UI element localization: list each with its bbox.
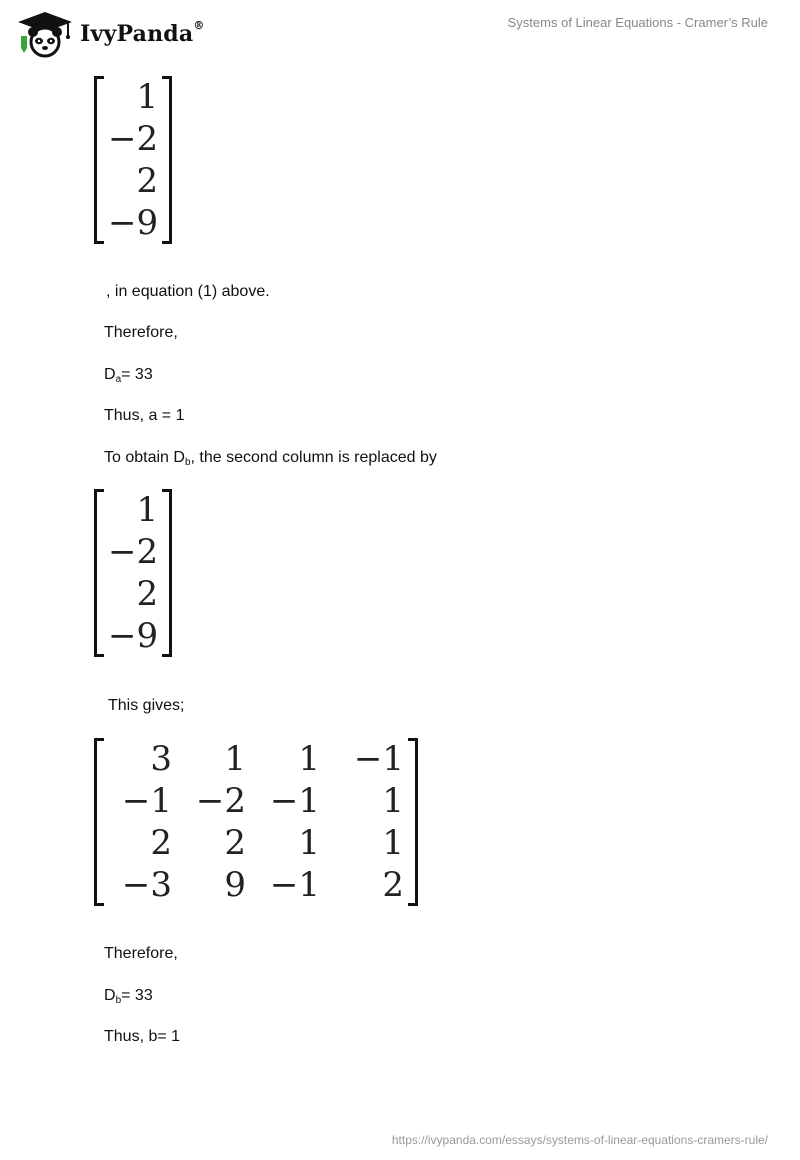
matrix-cell: 2 — [382, 865, 404, 905]
panda-graduate-icon — [16, 10, 74, 58]
matrix-row — [104, 160, 162, 202]
text-this-gives: This gives; — [108, 697, 185, 714]
obtain-subscript: b — [184, 457, 191, 468]
text-therefore-1: Therefore, — [104, 324, 178, 341]
square-matrix — [94, 738, 418, 906]
obtain-suffix: , the second column is replaced by — [190, 449, 437, 466]
matrix-cell: 1 — [298, 823, 320, 863]
left-bracket — [94, 76, 104, 244]
text-in-equation: , in equation (1) above. — [106, 283, 270, 300]
matrix-table — [104, 76, 162, 244]
left-bracket — [94, 738, 104, 906]
right-bracket — [408, 738, 418, 906]
right-bracket — [162, 76, 172, 244]
matrix-row — [104, 573, 162, 615]
matrix-cell: 1 — [136, 490, 159, 530]
text-thus-b: Thus, b= 1 — [104, 1028, 181, 1045]
brand-logo[interactable] — [16, 10, 205, 58]
matrix-row — [104, 615, 162, 657]
db-subscript: b — [115, 995, 122, 1006]
matrix-cell: 9 — [224, 865, 246, 905]
matrix-row — [104, 780, 408, 822]
matrix-cell: 3 — [150, 739, 172, 779]
matrix-cell: −2 — [195, 781, 246, 821]
matrix-row — [104, 531, 162, 573]
matrix-cell: 1 — [382, 781, 404, 821]
matrix-row — [104, 202, 162, 244]
matrix-cell: −1 — [353, 739, 404, 779]
matrix-cell: −2 — [108, 119, 159, 159]
matrix-row — [104, 489, 162, 531]
text-therefore-2: Therefore, — [104, 945, 178, 962]
document-title: Systems of Linear Equations - Cramer’s Rule — [507, 15, 768, 30]
matrix-cell: 2 — [136, 161, 159, 201]
matrix-cell: 1 — [136, 77, 159, 117]
matrix-cell: −1 — [269, 865, 320, 905]
text-obtain-db — [104, 448, 437, 473]
text-thus-a: Thus, a = 1 — [104, 407, 185, 424]
da-subscript: a — [115, 374, 122, 385]
matrix-row — [104, 118, 162, 160]
matrix-table — [104, 738, 408, 906]
matrix-cell: −3 — [121, 865, 172, 905]
matrix-row — [104, 738, 408, 780]
column-vector-matrix-2 — [94, 489, 172, 657]
matrix-cell: 1 — [382, 823, 404, 863]
text-db-value — [104, 986, 153, 1011]
matrix-cell: 2 — [136, 574, 159, 614]
text-da-value — [104, 365, 153, 390]
matrix-cell: −1 — [121, 781, 172, 821]
matrix-table — [104, 489, 162, 657]
obtain-prefix: To obtain D — [104, 449, 185, 466]
db-prefix: D — [104, 987, 116, 1004]
matrix-cell: 1 — [224, 739, 246, 779]
da-suffix: = 33 — [121, 366, 153, 383]
brand-name: IvyPanda® — [80, 19, 205, 47]
matrix-cell: 1 — [298, 739, 320, 779]
matrix-cell: 2 — [150, 823, 172, 863]
matrix-cell: −9 — [108, 616, 159, 656]
matrix-cell: 2 — [224, 823, 246, 863]
da-prefix: D — [104, 366, 116, 383]
matrix-row — [104, 864, 408, 906]
matrix-cell: −9 — [108, 203, 159, 243]
matrix-row — [104, 822, 408, 864]
matrix-row — [104, 76, 162, 118]
matrix-cell: −2 — [108, 532, 159, 572]
db-suffix: = 33 — [121, 987, 153, 1004]
matrix-cell: −1 — [269, 781, 320, 821]
right-bracket — [162, 489, 172, 657]
left-bracket — [94, 489, 104, 657]
column-vector-matrix-1 — [94, 76, 172, 244]
source-url-link[interactable]: https://ivypanda.com/essays/systems-of-linear-equations-cramers-rule/ — [391, 1133, 768, 1147]
